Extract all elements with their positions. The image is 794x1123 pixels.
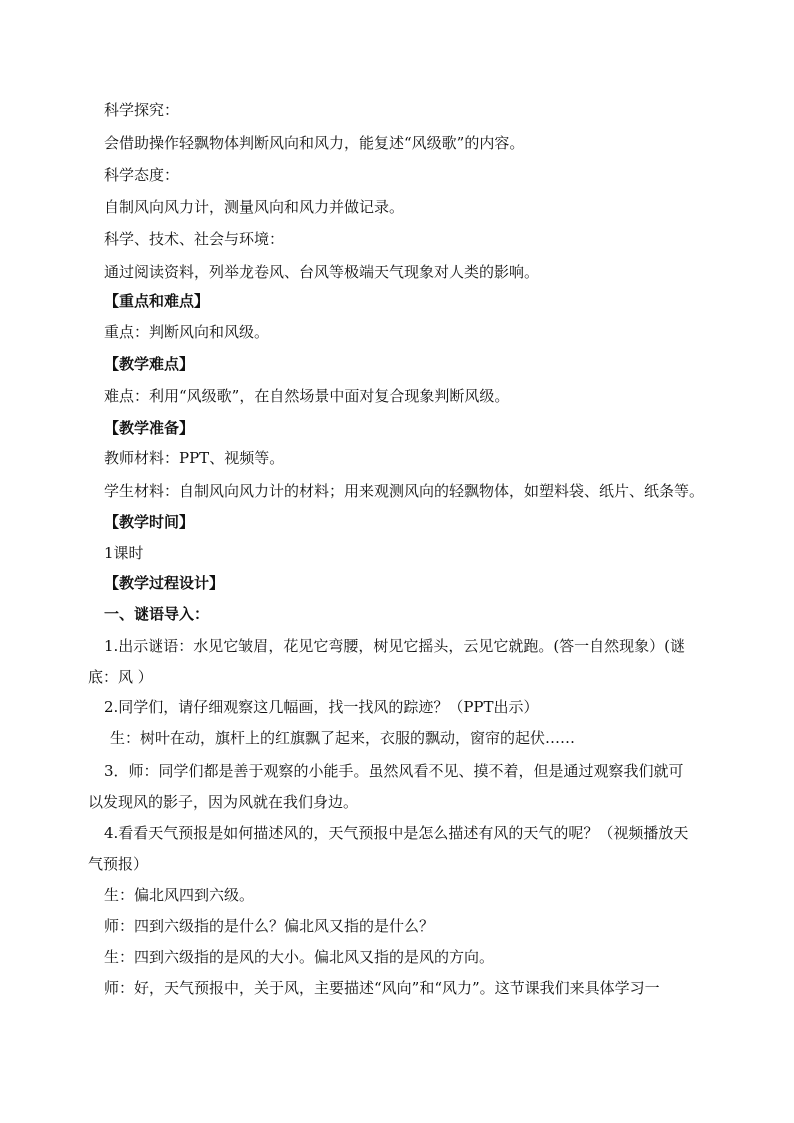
paragraph-key-point: 重点：判断风向和风级。 [104, 323, 270, 341]
heading-sts: 科学、技术、社会与环境： [104, 230, 285, 248]
paragraph-difficulty: 难点：利用“风级歌”，在自然场景中面对复合现象判断风级。 [104, 387, 510, 405]
paragraph-sts-goal: 通过阅读资料，列举龙卷风、台风等极端天气现象对人类的影响。 [104, 263, 540, 281]
paragraph-student-materials: 学生材料：自制风向风力计的材料；用来观测风向的轻飘物体，如塑料袋、纸片、纸条等。 [104, 482, 705, 500]
section-time: 【教学时间】 [104, 513, 195, 531]
student-answer-1: 生：树叶在动，旗杆上的红旗飘了起来，衣服的飘动，窗帘的起伏…… [110, 729, 576, 747]
step-1-line-2: 底：风 ） [88, 668, 153, 686]
teacher-question: 师：四到六级指的是什么？偏北风又指的是什么？ [104, 917, 435, 935]
step-4-line-2: 气预报） [88, 855, 149, 873]
step-4-line-1: 4.看看天气预报是如何描述风的，天气预报中是怎么描述有风的天气的呢？（视频播放天 [104, 824, 689, 842]
paragraph-attitude-goal: 自制风向风力计，测量风向和风力并做记录。 [104, 198, 405, 216]
step-2: 2.同学们，请仔细观察这几幅画，找一找风的踪迹？（PPT出示） [104, 698, 539, 716]
step-1-line-1: 1.出示谜语：水见它皱眉，花见它弯腰，树见它摇头，云见它就跑。(答一自然现象）(谜 [104, 637, 686, 655]
step-3-line-1: 3．师：同学们都是善于观察的小能手。虽然风看不见、摸不着，但是通过观察我们就可 [104, 762, 684, 780]
section-process: 【教学过程设计】 [104, 574, 225, 592]
paragraph-inquiry-goal: 会借助操作轻飘物体判断风向和风力，能复述“风级歌”的内容。 [104, 134, 525, 152]
heading-science-inquiry: 科学探究： [104, 101, 180, 119]
step-3-line-2: 以发现风的影子，因为风就在我们身边。 [88, 793, 359, 811]
section-preparation: 【教学准备】 [104, 419, 195, 437]
paragraph-teacher-materials: 教师材料：PPT、视频等。 [104, 449, 285, 467]
heading-science-attitude: 科学态度： [104, 166, 180, 184]
student-answer-2: 生：偏北风四到六级。 [104, 886, 255, 904]
paragraph-time: 1课时 [104, 544, 144, 562]
student-answer-3: 生：四到六级指的是风的大小。偏北风又指的是风的方向。 [104, 948, 495, 966]
section-key-points: 【重点和难点】 [104, 292, 210, 310]
teacher-summary: 师：好，天气预报中，关于风，主要描述“风向”和“风力”。这节课我们来具体学习一 [104, 979, 660, 997]
subsection-riddle-intro: 一、谜语导入： [104, 605, 210, 623]
section-difficulty: 【教学难点】 [104, 355, 195, 373]
